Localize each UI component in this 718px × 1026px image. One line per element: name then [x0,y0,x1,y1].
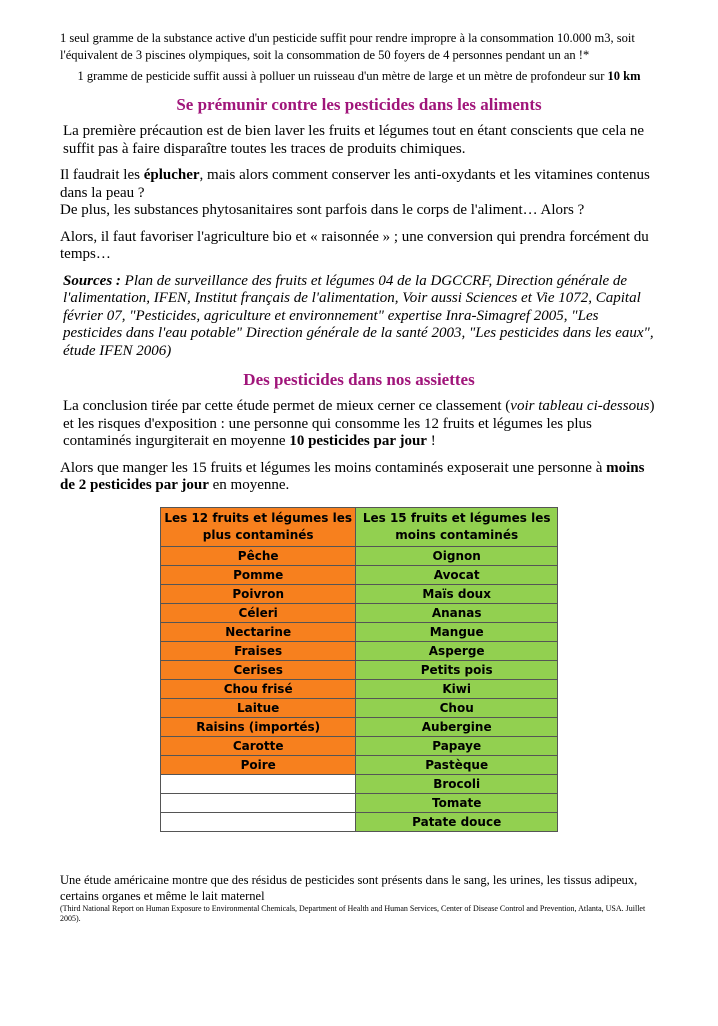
contamination-table [160,507,558,832]
least-contaminated-cell: Aubergine [356,717,558,736]
table-row [161,812,558,831]
table-header-row [161,507,558,546]
most-contaminated-cell [161,793,356,812]
intro-line-2 [60,68,658,85]
most-contaminated-cell: Laitue [161,698,356,717]
least-contaminated-cell: Kiwi [356,679,558,698]
table-row [161,698,558,717]
least-contaminated-cell: Patate douce [356,812,558,831]
section-1-paragraph-3: Alors, il faut favoriser l'agriculture bio et « raisonnée » ; une conversion qui prendra forcément du temps… [60,228,649,262]
s2p2-post: en moyenne. [208,477,290,493]
intro-line-2-text: 1 gramme de pesticide suffit aussi à polluer un ruisseau d'un mètre de large et un mètre de profondeur sur [77,69,608,83]
least-contaminated-cell: Avocat [356,565,558,584]
p2-post: , mais alors comment conserver les anti-oxydants et les vitamines contenus dans la peau ? [60,167,650,201]
intro-line-1: 1 seul gramme de la substance active d'un pesticide suffit pour rendre impropre à la consommation 10.000 m3, soit l'équivalent de 3 piscines olympiques, soit la consommation de 50 foyers de 4 personnes pendant un an !* [60,31,635,62]
table-row [161,641,558,660]
intro-line-2-bold: 10 km [607,69,641,83]
most-contaminated-cell [161,774,356,793]
least-contaminated-cell: Petits pois [356,660,558,679]
most-contaminated-cell: Cerises [161,660,356,679]
s2p2-pre: Alors que manger les 15 fruits et légumes les moins contaminés exposerait une personne à [60,459,607,476]
table-row [161,584,558,603]
least-contaminated-cell: Mangue [356,622,558,641]
section-1-heading: Se prémunir contre les pesticides dans les aliments [176,95,542,114]
table-row [161,736,558,755]
sources-label: Sources : [63,272,121,289]
s2p2-bold: moins de 2 pesticides par jour [60,459,645,493]
least-contaminated-cell: Oignon [356,546,558,565]
sources-text: Plan de surveillance des fruits et légumes 04 de la DGCCRF, Direction générale de l'alimentation, IFEN, Institut français de l'alimentation, Voir aussi Sciences et Vie 1072, Capital février 07, "Pesticides, agriculture et environnement" expertise Inra-Simagref 2005, "Les pesticides dans l'eau potable" Direction générale de la santé 2003, "Les pesticides dans les eaux", étude IFEN 2006) [63,272,654,359]
least-contaminated-cell: Papaye [356,736,558,755]
least-contaminated-cell: Asperge [356,641,558,660]
table-row [161,622,558,641]
section-1-paragraph-1: La première précaution est de bien laver les fruits et légumes tout en étant conscients que cela ne suffit pas à faire disparaître toutes les traces de produits chimiques. [63,123,645,157]
section-2-paragraph-2 [60,460,658,495]
most-contaminated-cell: Pêche [161,546,356,565]
least-contaminated-cell: Pastèque [356,755,558,774]
p2-bold: éplucher [143,167,200,183]
least-contaminated-header: Les 15 fruits et légumes les moins contaminés [356,507,558,546]
most-contaminated-cell: Poivron [161,584,356,603]
most-contaminated-cell: Raisins (importés) [161,717,356,736]
section-2-heading: Des pesticides dans nos assiettes [243,370,475,389]
table-row [161,755,558,774]
p2-line-2: De plus, les substances phytosanitaires sont parfois dans le corps de l'aliment… Alors ? [60,202,585,218]
table-row [161,660,558,679]
s2p1-post: ) et les risques d'exposition : une personne qui consomme les 12 fruits et légumes les plus contaminés ingurgiterait en moyenne [63,398,655,449]
least-contaminated-cell: Ananas [356,603,558,622]
most-contaminated-cell [161,812,356,831]
most-contaminated-cell: Poire [161,755,356,774]
table-row [161,717,558,736]
table-row [161,774,558,793]
s2p1-end: ! [426,433,436,449]
table-row [161,546,558,565]
least-contaminated-cell: Tomate [356,793,558,812]
p2-pre: Il faudrait les [60,167,144,183]
s2p1-italic: voir tableau ci-dessous [510,398,650,414]
least-contaminated-cell: Brocoli [356,774,558,793]
table-row [161,679,558,698]
footer-text: Une étude américaine montre que des résidus de pesticides sont présents dans le sang, les urines, les tissus adipeux, certains organes et même le lait maternel [60,872,638,903]
most-contaminated-cell: Chou frisé [161,679,356,698]
least-contaminated-cell: Maïs doux [356,584,558,603]
table-row [161,603,558,622]
most-contaminated-header: Les 12 fruits et légumes les plus contaminés [161,507,356,546]
table-row [161,565,558,584]
least-contaminated-cell: Chou [356,698,558,717]
most-contaminated-cell: Céleri [161,603,356,622]
most-contaminated-cell: Carotte [161,736,356,755]
table-row [161,793,558,812]
section-1-paragraph-2 [60,167,658,220]
most-contaminated-cell: Pomme [161,565,356,584]
most-contaminated-cell: Nectarine [161,622,356,641]
section-2-paragraph-1 [60,398,658,451]
s2p1-bold: 10 pesticides par jour [289,433,427,449]
table-body [161,546,558,831]
sources-paragraph [60,273,658,361]
s2p1-pre: La conclusion tirée par cette étude permet de mieux cerner ce classement ( [63,398,511,414]
footer-reference: (Third National Report on Human Exposure to Environmental Chemicals, Department of Health and Human Services, Center of Disease Control and Prevention, Atlanta, USA. Juillet 2005). [60,903,646,923]
most-contaminated-cell: Fraises [161,641,356,660]
